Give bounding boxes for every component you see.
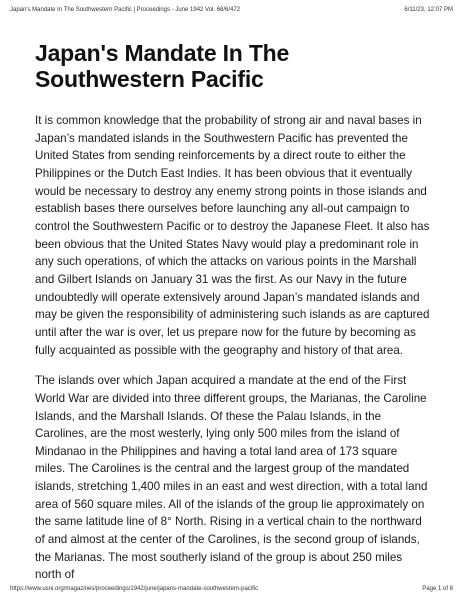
article [35,40,430,597]
article-paragraph-2: The islands over which Japan acquired a mandate at the end of the First World War are divided into three different groups, the Marianas, the Caroline Islands, and the Marshall Islands. Of these the Palau Islands, in the Carolines, are the most westerly, lying only 500 miles from the island of Mindanao in the Philippines and having a total land area of 173 square miles. The Carolines is the central and the largest group of the mandated islands, stretching 1,400 miles in an east and west direction, with a total land area of 560 square miles. All of the islands of the group lie approximately on the same latitude line of 8° North. Rising in a vertical chain to the northward of and almost at the center of the Carolines, is the second group of islands, the Marianas. The most southerly island of the group is about 250 miles north of [35,374,428,582]
print-footer-url: https://www.usni.org/magazines/proceedings/1942/june/japans-mandate-southwestern-pacific [10,586,259,592]
print-header-timestamp: 6/11/23, 12:07 PM [404,7,453,13]
print-footer-page-indicator: Page 1 of 8 [422,586,453,592]
article-title: Japan's Mandate In The Southwestern Pacific [35,40,290,92]
article-paragraph-1: It is common knowledge that the probability of strong air and naval bases in Japan’s mandated islands in the Southwestern Pacific has prevented the United States from sending reinforcements by a direct route to either the Philippines or the Dutch East Indies. It has been obvious that it eventually would be necessary to destroy any enemy strong points in those islands and establish bases there ourselves before launching any all-out campaign to control the Southwestern Pacific or to destroy the Japanese Fleet. It also has been obvious that the United States Navy would play a predominant role in any such operations, of which the attacks on various points in the Marshall and Gilbert Islands on January 31 was the first. As our Navy in the future undoubtedly will operate extensively around Japan’s mandated islands and may be given the responsibility of administering such islands as are captured until after the war is over, let us prepare now for the future by becoming as fully acquainted as possible with the geography and history of that area. [35,114,430,357]
print-header-page-title: Japan's Mandate In The Southwestern Pacific | Proceedings - June 1942 Vol. 68/6/472 [10,7,241,13]
print-footer [10,586,453,596]
